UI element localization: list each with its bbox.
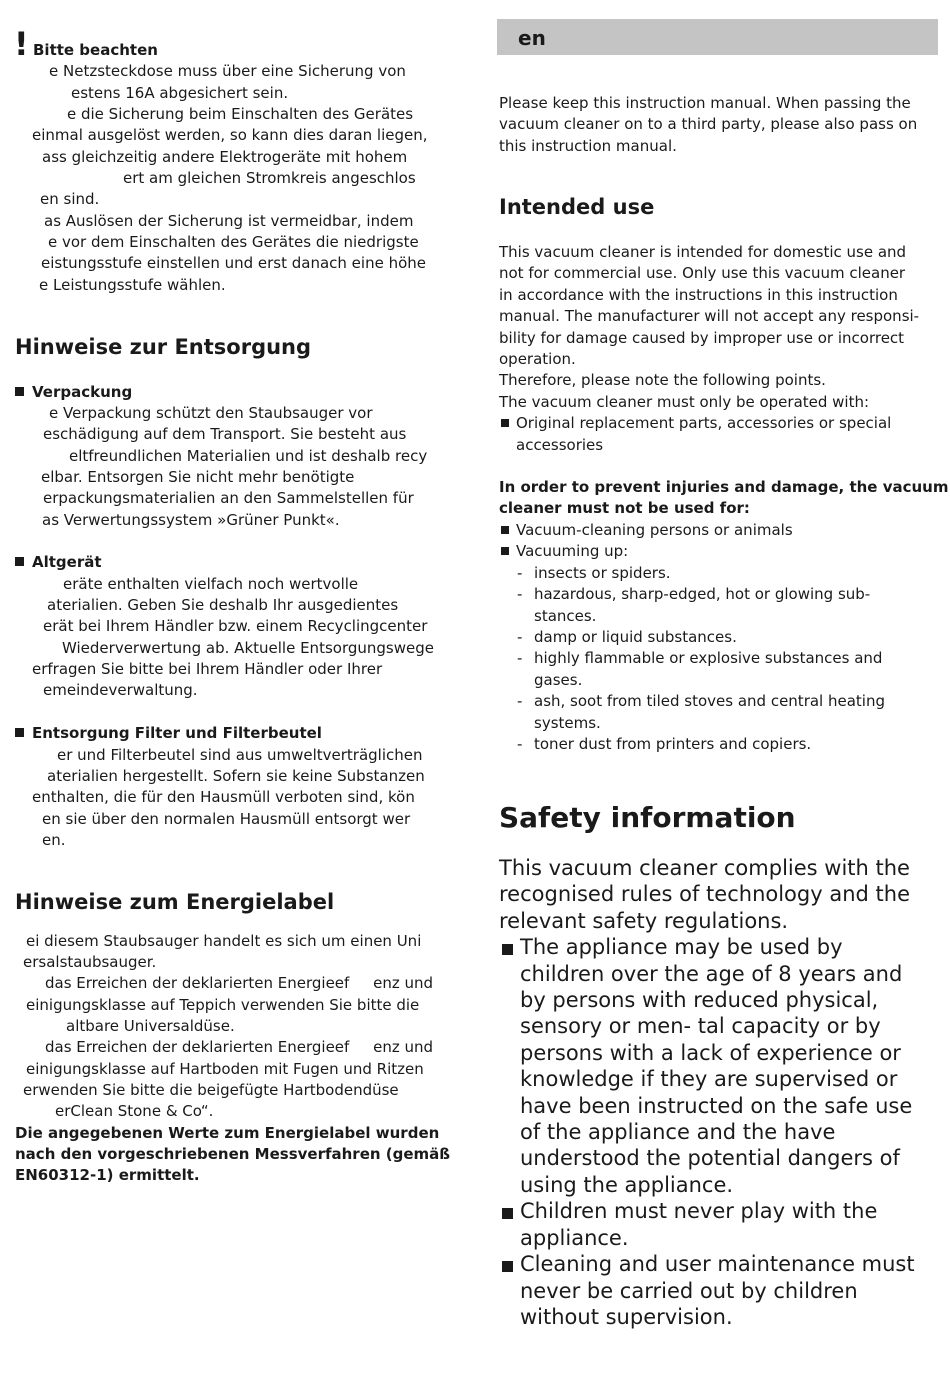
intro-line: this instruction manual. <box>499 136 677 155</box>
note-line: e Netzsteckdose muss über eine Sicherung von <box>49 62 406 80</box>
bullet-square-icon <box>15 557 24 566</box>
note-line: ass gleichzeitig andere Elektrogeräte mit hohem <box>42 148 408 166</box>
old-device-line: eräte enthalten vielfach noch wertvolle <box>63 575 359 593</box>
intro-line: Please keep this instruction manual. When passing the <box>499 94 911 112</box>
disposal-heading: Hinweise zur Entsorgung <box>15 335 312 359</box>
intended-line: Therefore, please note the following points. <box>499 371 826 390</box>
not-for-item: Vacuuming up: <box>499 541 939 562</box>
vacuum-up-item: - hazardous, sharp-edged, hot or glowing sub- stances. <box>499 584 886 627</box>
intended-line: The vacuum cleaner must only be operated with: <box>499 392 870 411</box>
packaging-line: as Verwertungssystem »Grüner Punkt«. <box>42 511 340 529</box>
packaging-line: e Verpackung schützt den Staubsauger vor <box>49 404 373 422</box>
vacuum-up-item: - insects or spiders. <box>499 563 886 584</box>
bullet-square-icon <box>15 728 24 737</box>
energy-line: erwenden Sie bitte die beigefügte Hartbodendüse <box>23 1081 399 1099</box>
vacuum-up-item: - highly flammable or explosive substances and gases. <box>499 648 902 691</box>
energy-line: das Erreichen der deklarierten Energieef enz und <box>45 974 434 992</box>
intended-use-heading: Intended use <box>499 195 655 219</box>
packaging-title: Verpackung <box>32 383 133 401</box>
energy-bold-line: Die angegebenen Werte zum Energielabel wurden <box>15 1124 440 1142</box>
filters-line: en. <box>42 831 66 849</box>
packaging-line: erpackungsmaterialien an den Sammelstellen für <box>43 489 414 507</box>
old-device-line: aterialien. Geben Sie deshalb Ihr ausgedientes <box>47 596 399 614</box>
intended-use-body <box>499 242 939 456</box>
safety-body <box>499 855 939 1330</box>
vacuum-up-item: - ash, soot from tiled stoves and central heating systems. <box>499 691 909 734</box>
intended-line: operation. <box>499 350 576 369</box>
intro-line: vacuum cleaner on to a third party, please also pass on <box>499 115 918 134</box>
energy-line: ersalstaubsauger. <box>23 953 157 971</box>
filters-line: en sie über den normalen Hausmüll entsorgt wer <box>42 810 411 828</box>
warning-paragraph <box>499 477 949 520</box>
old-device-line: Wiederverwertung ab. Aktuelle Entsorgungswege <box>62 639 434 657</box>
safety-heading: Safety information <box>499 801 796 834</box>
not-for-list <box>499 520 939 755</box>
energy-line: altbare Universaldüse. <box>66 1017 235 1035</box>
intended-line: This vacuum cleaner is intended for domestic use and <box>499 243 907 261</box>
note-line: e Leistungsstufe wählen. <box>39 276 226 294</box>
energy-line: einigungsklasse auf Teppich verwenden Sie bitte die <box>26 996 420 1014</box>
warning-line: In order to prevent injuries and damage, the vacuum <box>499 478 949 496</box>
not-for-item: Vacuum-cleaning persons or animals <box>499 520 939 541</box>
safety-bullet: Children must never play with the appliance. <box>499 1198 920 1251</box>
intended-line: in accordance with the instructions in this instruction <box>499 285 898 304</box>
old-device-line: erät bei Ihrem Händler bzw. einem Recyclingcenter <box>43 617 428 635</box>
intended-line: manual. The manufacturer will not accept any responsi- <box>499 307 920 326</box>
exclamation-icon: ! <box>14 25 29 63</box>
energy-bold-line: EN60312-1) ermittelt. <box>15 1166 200 1184</box>
packaging-line: eltfreundlichen Materialien und ist deshalb recy <box>69 447 428 465</box>
filters-title: Entsorgung Filter und Filterbeutel <box>32 724 322 742</box>
safety-bullet: The appliance may be used by children over the age of 8 years and by persons with reduced physical, sensory or men- tal capacity or by persons with a lack of experience or knowledge if they are supervised or have been instructed on the safe use of the appliance and the have understood the potential dangers of using the appliance. <box>499 934 932 1198</box>
note-line: eistungsstufe einstellen und erst danach eine höhe <box>41 254 427 272</box>
note-line: einmal ausgelöst werden, so kann dies daran liegen, <box>32 126 428 144</box>
safety-bullet: Cleaning and user maintenance must never be carried out by children without supervision. <box>499 1251 935 1330</box>
intended-line: not for commercial use. Only use this vacuum cleaner <box>499 264 906 283</box>
old-device-title-row <box>15 552 102 573</box>
note-line: as Auslösen der Sicherung ist vermeidbar, indem <box>44 212 414 230</box>
energy-bold-line: nach den vorgeschriebenen Messverfahren (gemäß <box>15 1145 451 1163</box>
energy-line: erClean Stone & Co“. <box>55 1102 214 1120</box>
operated-with-item: Original replacement parts, accessories or special accessories <box>499 413 926 456</box>
language-bar <box>497 19 938 55</box>
filters-line: er und Filterbeutel sind aus umweltverträglichen <box>57 746 423 764</box>
safety-intro: This vacuum cleaner complies with the recognised rules of technology and the relevant safety regulations. <box>499 856 910 933</box>
note-line: estens 16A abgesichert sein. <box>71 84 289 102</box>
bullet-square-icon <box>15 387 24 396</box>
old-device-title: Altgerät <box>32 553 102 571</box>
warning-line: cleaner must not be used for: <box>499 499 750 518</box>
packaging-line: eschädigung auf dem Transport. Sie besteht aus <box>43 425 407 443</box>
language-code: en <box>518 26 546 50</box>
packaging-line: elbar. Entsorgen Sie nicht mehr benötigte <box>41 468 355 486</box>
filters-title-row <box>15 723 322 744</box>
energy-line: das Erreichen der deklarierten Energieef enz und <box>45 1038 434 1056</box>
filters-line: enthalten, die für den Hausmüll verboten sind, kön <box>32 788 415 806</box>
intro-paragraph <box>499 93 939 157</box>
packaging-title-row <box>15 382 132 403</box>
note-line: en sind. <box>40 190 100 208</box>
old-device-line: emeindeverwaltung. <box>43 681 198 699</box>
note-line: e vor dem Einschalten des Gerätes die niedrigste <box>48 233 419 251</box>
energy-line: einigungsklasse auf Hartboden mit Fugen und Ritzen <box>26 1060 424 1078</box>
energy-line: ei diesem Staubsauger handelt es sich um einen Uni <box>26 932 422 950</box>
vacuum-up-item: - damp or liquid substances. <box>499 627 902 648</box>
vacuum-up-item: - toner dust from printers and copiers. <box>499 734 909 755</box>
note-title: Bitte beachten <box>33 41 158 59</box>
note-line: ert am gleichen Stromkreis angeschlos <box>123 169 416 187</box>
intended-line: bility for damage caused by improper use or incorrect <box>499 328 905 347</box>
note-line: e die Sicherung beim Einschalten des Gerätes <box>67 105 414 123</box>
filters-line: aterialien hergestellt. Sofern sie keine Substanzen <box>47 767 425 785</box>
old-device-line: erfragen Sie bitte bei Ihrem Händler oder Ihrer <box>32 660 383 678</box>
energy-heading: Hinweise zum Energielabel <box>15 890 335 914</box>
